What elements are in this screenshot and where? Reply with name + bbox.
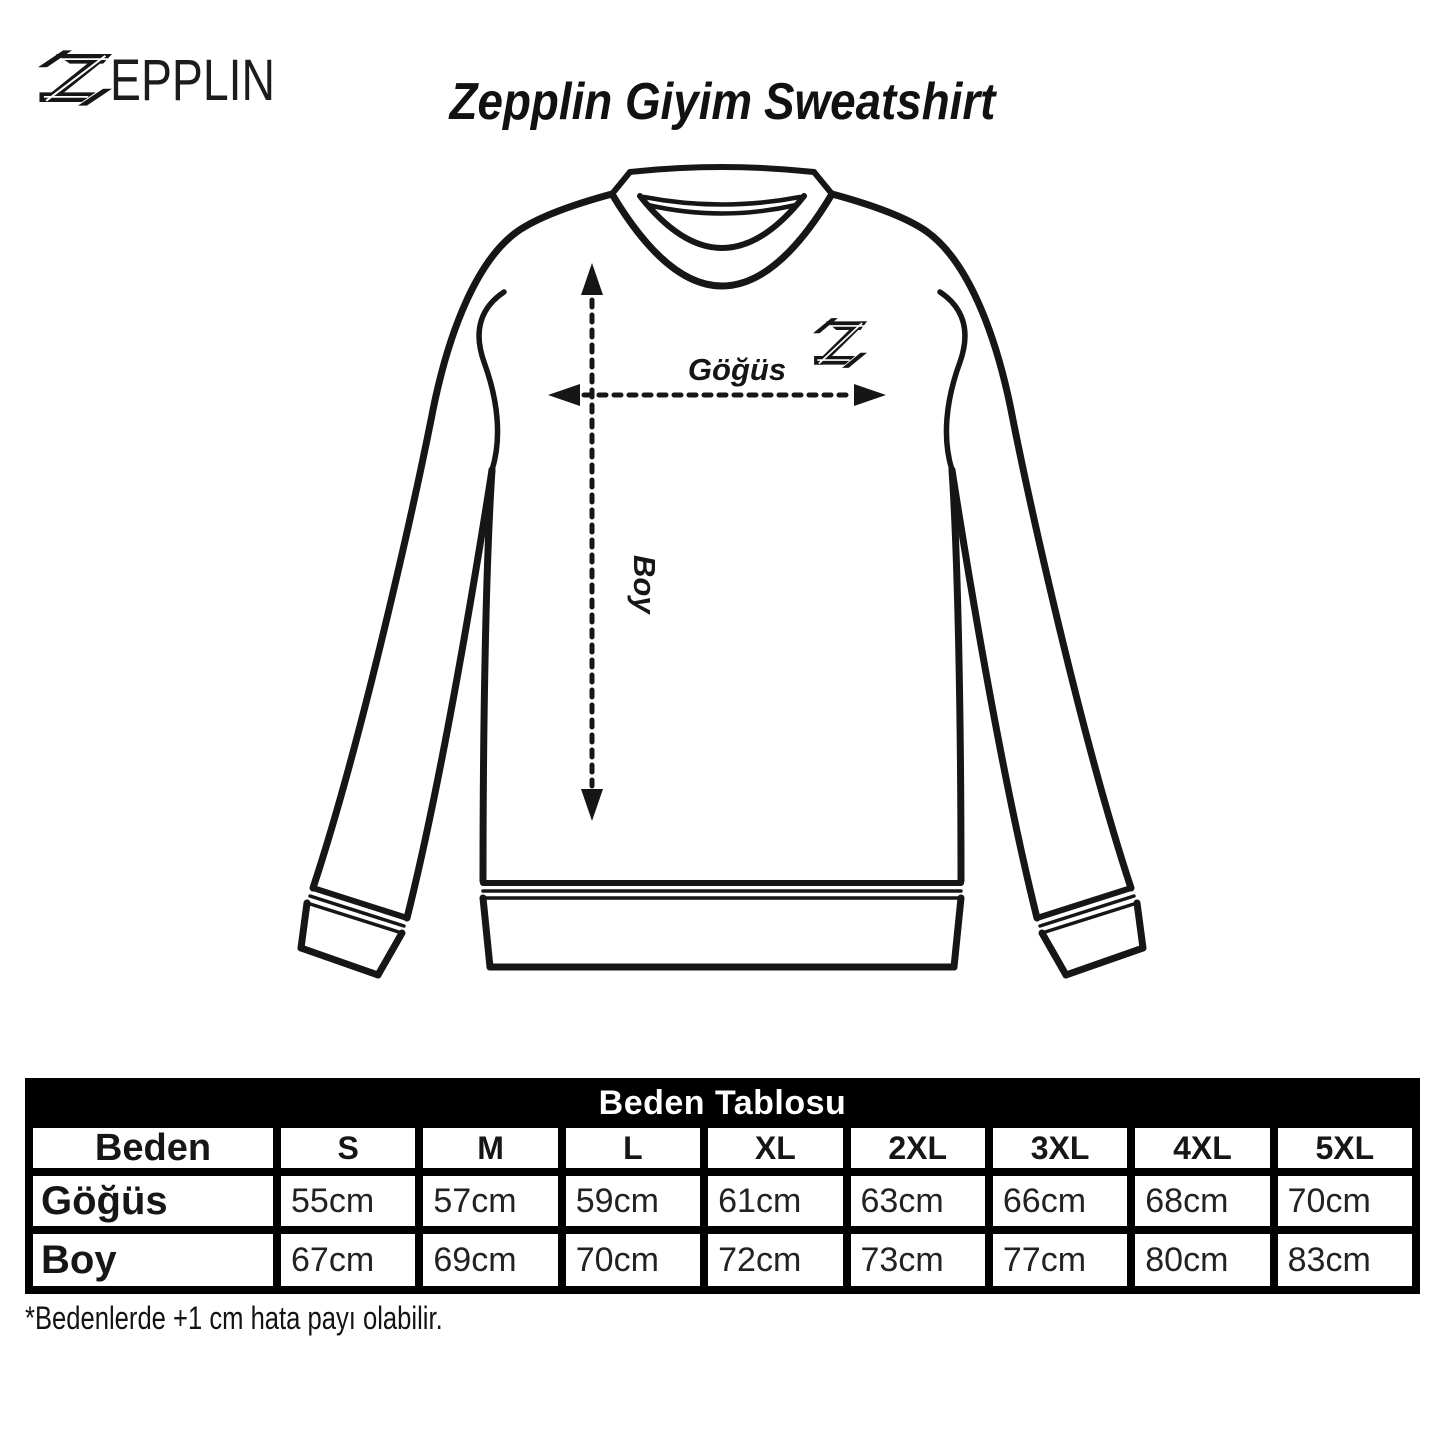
column-header-4xl: 4XL — [1135, 1128, 1269, 1168]
table-cell: 70cm — [1278, 1176, 1412, 1226]
column-header-l: L — [566, 1128, 700, 1168]
table-cell: 68cm — [1135, 1176, 1269, 1226]
length-measure-arrow — [581, 263, 603, 821]
row-label-boy: Boy — [33, 1234, 273, 1286]
length-measure-label: Boy — [627, 555, 662, 614]
chest-z-logo-icon — [813, 318, 867, 368]
table-cell: 61cm — [708, 1176, 842, 1226]
row-label-gogus: Göğüs — [33, 1176, 273, 1226]
garment-outline — [313, 194, 1131, 918]
size-tolerance-note: *Bedenlerde +1 cm hata payı olabilir. — [25, 1300, 443, 1336]
chest-measure-label: Göğüs — [687, 352, 787, 387]
table-cell: 59cm — [566, 1176, 700, 1226]
column-header-3xl: 3XL — [993, 1128, 1127, 1168]
table-cell: 69cm — [423, 1234, 557, 1286]
table-cell: 80cm — [1135, 1234, 1269, 1286]
left-cuff — [301, 888, 407, 975]
table-cell: 73cm — [851, 1234, 985, 1286]
table-cell: 63cm — [851, 1176, 985, 1226]
page-title-regular: Zepplin Giyim — [449, 73, 753, 131]
table-cell: 70cm — [566, 1234, 700, 1286]
column-header-5xl: 5XL — [1278, 1128, 1412, 1168]
column-header-s: S — [281, 1128, 415, 1168]
collar — [612, 167, 832, 286]
column-header-m: M — [423, 1128, 557, 1168]
table-cell: 57cm — [423, 1176, 557, 1226]
chest-measure-arrow — [548, 384, 886, 406]
table-cell: 72cm — [708, 1234, 842, 1286]
table-cell: 55cm — [281, 1176, 415, 1226]
column-header-xl: XL — [708, 1128, 842, 1168]
column-header-2xl: 2XL — [851, 1128, 985, 1168]
brand-wordmark: EPPLIN — [110, 48, 276, 113]
page-title-bold: Sweatshirt — [764, 73, 996, 131]
size-grid — [33, 1128, 1412, 1286]
table-cell: 67cm — [281, 1234, 415, 1286]
table-cell: 77cm — [993, 1234, 1127, 1286]
table-cell: 83cm — [1278, 1234, 1412, 1286]
table-cell: 66cm — [993, 1176, 1127, 1226]
hem-band — [483, 883, 961, 967]
column-header-beden: Beden — [33, 1128, 273, 1168]
size-table-title: Beden Tablosu — [598, 1084, 847, 1122]
right-cuff — [1037, 888, 1143, 975]
size-table — [25, 1078, 1420, 1294]
